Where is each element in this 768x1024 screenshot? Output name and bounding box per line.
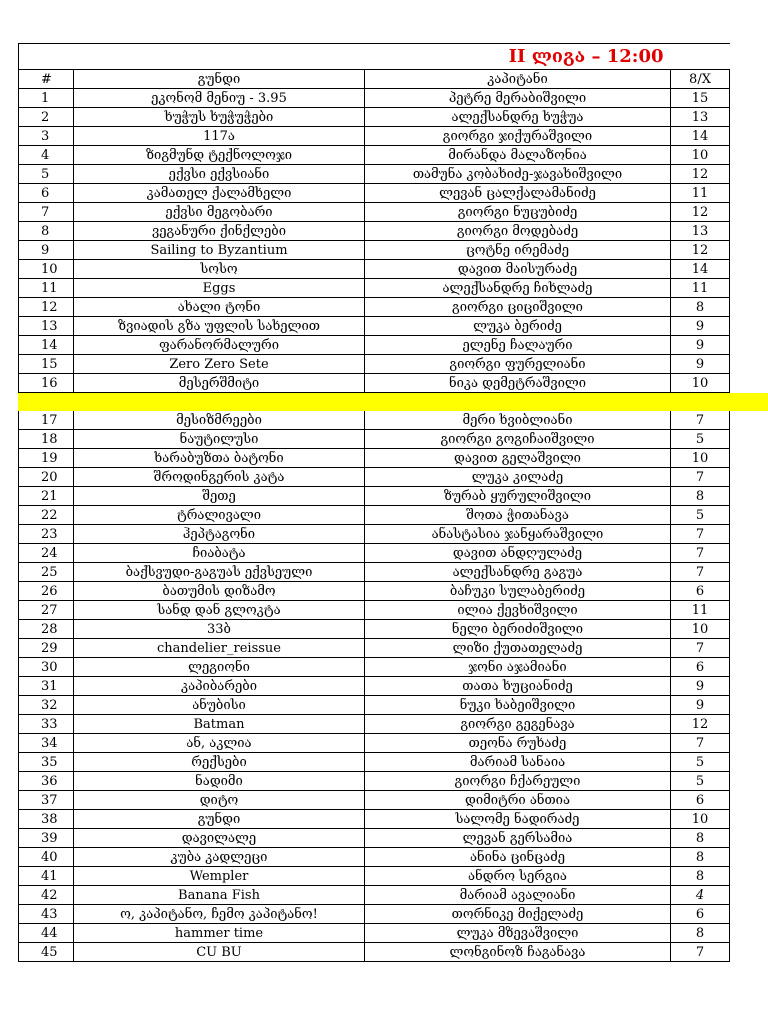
row-num: 16 xyxy=(19,374,74,393)
row-team: ჰეპტაგონი xyxy=(74,525,365,544)
row-score: 6 xyxy=(671,791,730,810)
row-captain: დავით გელაშვილი xyxy=(365,449,671,468)
row-team: Sailing to Byzantium xyxy=(74,241,365,260)
row-score: 7 xyxy=(671,563,730,582)
row-team: chandelier_reissue xyxy=(74,639,365,658)
row-score: 5 xyxy=(671,772,730,791)
row-num: 32 xyxy=(19,696,74,715)
row-num: 21 xyxy=(19,487,74,506)
row-team: ბაქსვუდი-გაგუას ექვსეული xyxy=(74,563,365,582)
title-row xyxy=(19,44,730,70)
row-score: 7 xyxy=(671,525,730,544)
row-num: 40 xyxy=(19,848,74,867)
table-row xyxy=(19,848,730,867)
row-captain: სალომე ნადირაძე xyxy=(365,810,671,829)
row-team: ეკონომ მენიუ - 3.95 xyxy=(74,89,365,108)
table-row xyxy=(19,696,730,715)
row-captain: გიორგი ციციშვილი xyxy=(365,298,671,317)
row-captain: ზურაბ ყურულიშვილი xyxy=(365,487,671,506)
header-captain: კაპიტანი xyxy=(365,70,671,89)
row-captain: ელენე ჩალაური xyxy=(365,336,671,355)
row-team: 33ბ xyxy=(74,620,365,639)
row-score: 8 xyxy=(671,298,730,317)
row-captain: ანინა ცინცაძე xyxy=(365,848,671,867)
league-title: II ლიგა – 12:00 xyxy=(365,44,730,70)
table-row xyxy=(19,582,730,601)
row-score: 8 xyxy=(671,829,730,848)
row-num: 26 xyxy=(19,582,74,601)
row-num: 23 xyxy=(19,525,74,544)
row-score: 11 xyxy=(671,184,730,203)
row-score: 15 xyxy=(671,89,730,108)
table-row xyxy=(19,639,730,658)
table-row xyxy=(19,222,730,241)
row-team: hammer time xyxy=(74,924,365,943)
row-num: 34 xyxy=(19,734,74,753)
row-score: 6 xyxy=(671,582,730,601)
table-row xyxy=(19,127,730,146)
row-team: მესიზმრეები xyxy=(74,411,365,430)
row-score: 9 xyxy=(671,317,730,336)
table-row xyxy=(19,411,730,430)
row-captain: ანასტასია ჯანყარაშვილი xyxy=(365,525,671,544)
header-team: გუნდი xyxy=(74,70,365,89)
row-score: 10 xyxy=(671,620,730,639)
row-captain: ჯონი აჯამიანი xyxy=(365,658,671,677)
row-team: ბათუმის დიზამო xyxy=(74,582,365,601)
row-captain: ბაჩუკი სულაბერიძე xyxy=(365,582,671,601)
row-team: ზიგმუნდ ტექნოლოჯი xyxy=(74,146,365,165)
row-num: 12 xyxy=(19,298,74,317)
table-row xyxy=(19,772,730,791)
table-row xyxy=(19,677,730,696)
table-row xyxy=(19,525,730,544)
table-row xyxy=(19,734,730,753)
row-team: Zero Zero Sete xyxy=(74,355,365,374)
row-team: დავილალე xyxy=(74,829,365,848)
row-score: 12 xyxy=(671,203,730,222)
row-num: 11 xyxy=(19,279,74,298)
row-team: Eggs xyxy=(74,279,365,298)
table-row xyxy=(19,260,730,279)
row-score: 11 xyxy=(671,279,730,298)
table-row xyxy=(19,108,730,127)
table-row xyxy=(19,241,730,260)
row-score: 14 xyxy=(671,260,730,279)
row-team: ო, კაპიტანო, ჩემო კაპიტანო! xyxy=(74,905,365,924)
table-row xyxy=(19,374,730,393)
row-captain: ალექსანდრე ხუჭუა xyxy=(365,108,671,127)
row-num: 8 xyxy=(19,222,74,241)
row-score: 11 xyxy=(671,601,730,620)
row-captain: ლუკა კილაძე xyxy=(365,468,671,487)
row-captain: მარიამ ავალიანი xyxy=(365,886,671,905)
row-score: 7 xyxy=(671,468,730,487)
row-score: 6 xyxy=(671,905,730,924)
table-row xyxy=(19,620,730,639)
row-score: 10 xyxy=(671,146,730,165)
header-row xyxy=(19,70,730,89)
row-score: 12 xyxy=(671,715,730,734)
row-num: 42 xyxy=(19,886,74,905)
row-team: სანდ დან გლოკტა xyxy=(74,601,365,620)
table-row xyxy=(19,810,730,829)
row-team: ექვსი მეგობარი xyxy=(74,203,365,222)
table-row xyxy=(19,298,730,317)
row-score: 8 xyxy=(671,487,730,506)
row-score: 12 xyxy=(671,165,730,184)
row-score: 9 xyxy=(671,677,730,696)
row-team: ექვსი ექვსიანი xyxy=(74,165,365,184)
row-team: ანუბისი xyxy=(74,696,365,715)
table-row xyxy=(19,146,730,165)
row-num: 9 xyxy=(19,241,74,260)
row-score: 4 xyxy=(671,886,730,905)
row-captain: გიორგი ნუცუბიძე xyxy=(365,203,671,222)
row-captain: მერი ხვიბლიანი xyxy=(365,411,671,430)
league-sheet xyxy=(18,43,730,962)
table-row xyxy=(19,468,730,487)
row-team: კაპიბარები xyxy=(74,677,365,696)
table-row xyxy=(19,203,730,222)
row-num: 30 xyxy=(19,658,74,677)
row-captain: ცოტნე ირემაძე xyxy=(365,241,671,260)
row-captain: დავით მაისურაძე xyxy=(365,260,671,279)
row-num: 5 xyxy=(19,165,74,184)
row-captain: ლევან გერსამია xyxy=(365,829,671,848)
row-captain: გიორგი გოგიჩაიშვილი xyxy=(365,430,671,449)
row-num: 45 xyxy=(19,943,74,962)
row-captain: მარიამ სანაია xyxy=(365,753,671,772)
table-row xyxy=(19,791,730,810)
row-captain: გიორგი მოდებაძე xyxy=(365,222,671,241)
row-team: 117ა xyxy=(74,127,365,146)
row-team: ლეგიონი xyxy=(74,658,365,677)
row-captain: ნელი ბერიძიშვილი xyxy=(365,620,671,639)
row-captain: ლუკა ბერიძე xyxy=(365,317,671,336)
row-score: 14 xyxy=(671,127,730,146)
row-num: 38 xyxy=(19,810,74,829)
table-row xyxy=(19,943,730,962)
row-team: ფარანორმალური xyxy=(74,336,365,355)
row-captain: ლევან ცალქალამანიძე xyxy=(365,184,671,203)
row-num: 25 xyxy=(19,563,74,582)
row-team: ხუჭუს ხუჭუჭები xyxy=(74,108,365,127)
row-team: Banana Fish xyxy=(74,886,365,905)
row-num: 13 xyxy=(19,317,74,336)
table-row xyxy=(19,905,730,924)
row-team: სოსო xyxy=(74,260,365,279)
row-captain: თეონა რუხაძე xyxy=(365,734,671,753)
row-num: 29 xyxy=(19,639,74,658)
row-score: 5 xyxy=(671,430,730,449)
row-score: 6 xyxy=(671,658,730,677)
row-num: 28 xyxy=(19,620,74,639)
row-num: 10 xyxy=(19,260,74,279)
table-row xyxy=(19,317,730,336)
row-captain: თათა ხუციანიძე xyxy=(365,677,671,696)
table-row xyxy=(19,601,730,620)
row-num: 20 xyxy=(19,468,74,487)
row-num: 41 xyxy=(19,867,74,886)
row-captain: დიმიტრი ანთია xyxy=(365,791,671,810)
row-captain: ლიზი ქუთათელაძე xyxy=(365,639,671,658)
row-captain: შოთა ჭითანავა xyxy=(365,506,671,525)
table-row xyxy=(19,165,730,184)
row-captain: ალექსანდრე გაგუა xyxy=(365,563,671,582)
row-team: ჩიაბატა xyxy=(74,544,365,563)
row-score: 5 xyxy=(671,753,730,772)
row-team: ნაუტილუსი xyxy=(74,430,365,449)
table-row xyxy=(19,867,730,886)
row-num: 15 xyxy=(19,355,74,374)
row-captain: პეტრე მერაბიშვილი xyxy=(365,89,671,108)
row-team: Batman xyxy=(74,715,365,734)
row-captain: გიორგი ჯიქურაშვილი xyxy=(365,127,671,146)
row-num: 14 xyxy=(19,336,74,355)
table-row xyxy=(19,336,730,355)
row-captain: ნიკა დემეტრაშვილი xyxy=(365,374,671,393)
row-num: 43 xyxy=(19,905,74,924)
row-num: 18 xyxy=(19,430,74,449)
row-captain: თამუნა კობახიძე-ჯავახიშვილი xyxy=(365,165,671,184)
row-team: ნადიმი xyxy=(74,772,365,791)
row-num: 37 xyxy=(19,791,74,810)
table-row xyxy=(19,563,730,582)
row-team: ზვიადის გზა უფლის სახელით xyxy=(74,317,365,336)
row-team: ვეგანური ქინქლები xyxy=(74,222,365,241)
row-num: 1 xyxy=(19,89,74,108)
row-captain: ლონგინოზ ჩაგანავა xyxy=(365,943,671,962)
row-num: 36 xyxy=(19,772,74,791)
row-score: 7 xyxy=(671,411,730,430)
row-num: 2 xyxy=(19,108,74,127)
row-team: ტრალივალი xyxy=(74,506,365,525)
row-team: კუბა კადლეცი xyxy=(74,848,365,867)
row-score: 9 xyxy=(671,696,730,715)
row-num: 4 xyxy=(19,146,74,165)
row-num: 17 xyxy=(19,411,74,430)
row-captain: ლუკა მზევაშვილი xyxy=(365,924,671,943)
table-row xyxy=(19,506,730,525)
row-score: 13 xyxy=(671,108,730,127)
table-row xyxy=(19,715,730,734)
row-num: 31 xyxy=(19,677,74,696)
row-score: 9 xyxy=(671,336,730,355)
row-num: 24 xyxy=(19,544,74,563)
row-score: 7 xyxy=(671,544,730,563)
row-score: 7 xyxy=(671,639,730,658)
row-num: 27 xyxy=(19,601,74,620)
table-row xyxy=(19,658,730,677)
table-row xyxy=(19,430,730,449)
table-row xyxy=(19,753,730,772)
row-captain: ნუკი ხაბეიშვილი xyxy=(365,696,671,715)
row-captain: დავით ანდღულაძე xyxy=(365,544,671,563)
row-captain: მირანდა მალაზონია xyxy=(365,146,671,165)
table-row xyxy=(19,487,730,506)
table-row xyxy=(19,184,730,203)
table-row xyxy=(19,89,730,108)
league-table xyxy=(18,43,730,962)
row-captain: გიორგი ფურელიანი xyxy=(365,355,671,374)
table-row xyxy=(19,829,730,848)
row-team: კამათელ ქალამხელი xyxy=(74,184,365,203)
row-score: 12 xyxy=(671,241,730,260)
row-team: რექსები xyxy=(74,753,365,772)
row-captain: ალექსანდრე ჩიხლაძე xyxy=(365,279,671,298)
row-captain: ანდრო სერგია xyxy=(365,867,671,886)
row-num: 22 xyxy=(19,506,74,525)
row-num: 19 xyxy=(19,449,74,468)
row-score: 7 xyxy=(671,943,730,962)
row-team: შეთე xyxy=(74,487,365,506)
header-score: 8/X xyxy=(671,70,730,89)
row-score: 8 xyxy=(671,867,730,886)
row-num: 33 xyxy=(19,715,74,734)
row-team: ახალი ტონი xyxy=(74,298,365,317)
row-team: Wempler xyxy=(74,867,365,886)
row-team: ან, აკლია xyxy=(74,734,365,753)
row-team: ხარაბუზთა ბატონი xyxy=(74,449,365,468)
row-captain: გიორგი ჩქარეული xyxy=(365,772,671,791)
table-row xyxy=(19,886,730,905)
row-captain: გიორგი გეგენავა xyxy=(365,715,671,734)
table-row xyxy=(19,355,730,374)
row-score: 9 xyxy=(671,355,730,374)
row-score: 5 xyxy=(671,506,730,525)
row-team: გუნდი xyxy=(74,810,365,829)
row-score: 10 xyxy=(671,449,730,468)
row-num: 35 xyxy=(19,753,74,772)
row-score: 10 xyxy=(671,374,730,393)
row-captain: თორნიკე მიქელაძე xyxy=(365,905,671,924)
row-score: 13 xyxy=(671,222,730,241)
row-captain: ილია ქევხიშვილი xyxy=(365,601,671,620)
row-team: შროდინგერის კატა xyxy=(74,468,365,487)
row-team: დიტო xyxy=(74,791,365,810)
row-num: 39 xyxy=(19,829,74,848)
table-row xyxy=(19,544,730,563)
table-row xyxy=(19,924,730,943)
row-team: CU BU xyxy=(74,943,365,962)
row-score: 10 xyxy=(671,810,730,829)
row-team: მესერშმიტი xyxy=(74,374,365,393)
row-score: 7 xyxy=(671,734,730,753)
table-row xyxy=(19,279,730,298)
row-num: 7 xyxy=(19,203,74,222)
row-score: 8 xyxy=(671,924,730,943)
row-num: 6 xyxy=(19,184,74,203)
header-num: # xyxy=(19,70,74,89)
row-score: 8 xyxy=(671,848,730,867)
group-separator xyxy=(18,393,768,411)
row-num: 3 xyxy=(19,127,74,146)
row-num: 44 xyxy=(19,924,74,943)
table-row xyxy=(19,449,730,468)
